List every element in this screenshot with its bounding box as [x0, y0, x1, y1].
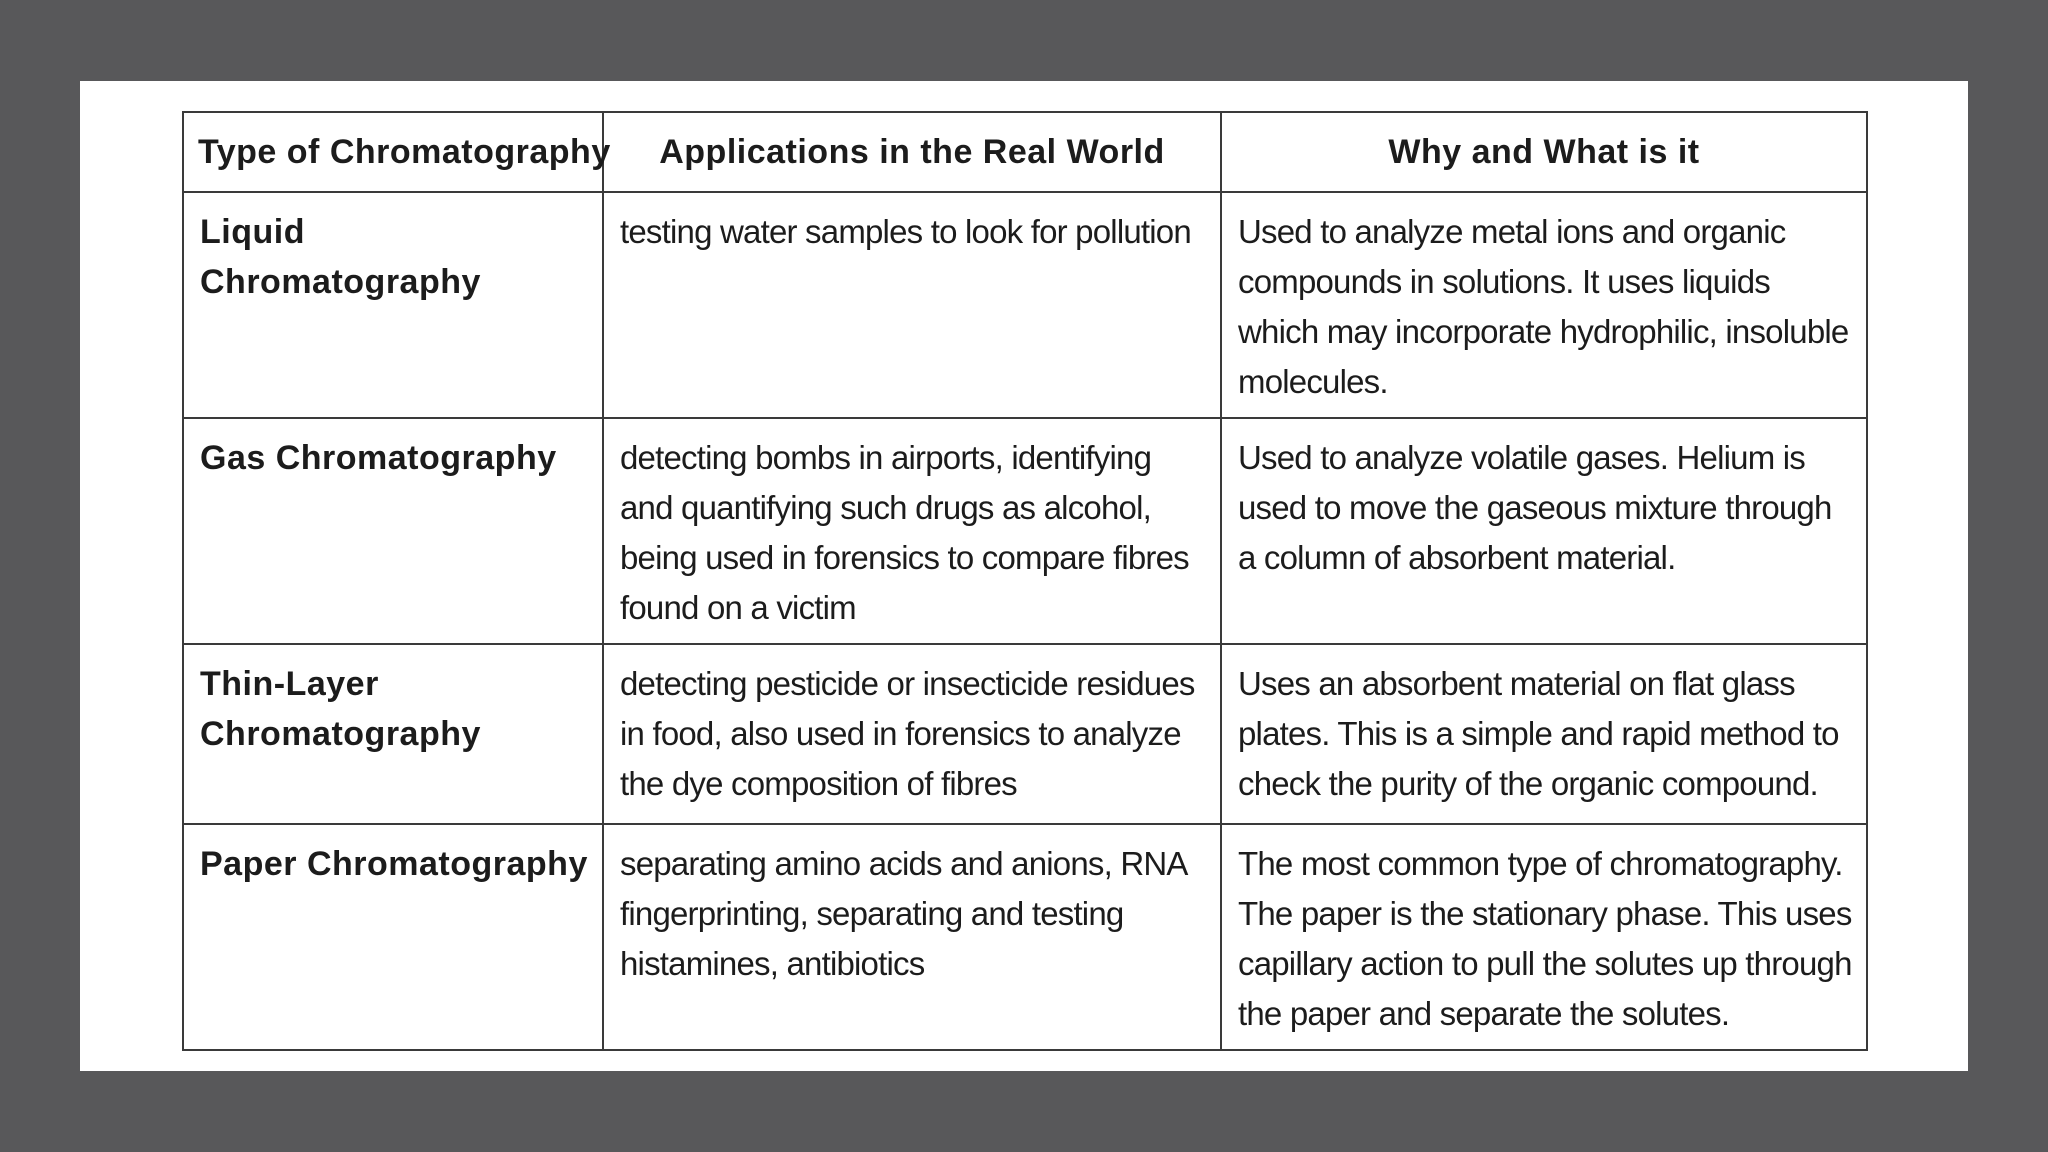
- table-header-row: [183, 112, 1867, 192]
- applications-cell: testing water samples to look for pollution: [603, 192, 1221, 418]
- header-description: Why and What is it: [1221, 112, 1867, 192]
- description-cell: Used to analyze metal ions and organic compounds in solutions. It uses liquids which may incorporate hydrophilic, insoluble molecules.: [1221, 192, 1867, 418]
- applications-cell: detecting pesticide or insecticide residues in food, also used in forensics to analyze the dye composition of fibres: [603, 644, 1221, 824]
- table-row: [183, 824, 1867, 1050]
- table-row: [183, 418, 1867, 644]
- chromatography-table: [182, 111, 1868, 1051]
- header-type: Type of Chromatography: [183, 112, 603, 192]
- table-row: [183, 644, 1867, 824]
- type-cell: Gas Chromatography: [183, 418, 603, 644]
- description-cell: Used to analyze volatile gases. Helium is used to move the gaseous mixture through a column of absorbent material.: [1221, 418, 1867, 644]
- description-cell: The most common type of chromatography. The paper is the stationary phase. This uses capillary action to pull the solutes up through the paper and separate the solutes.: [1221, 824, 1867, 1050]
- table-row: [183, 192, 1867, 418]
- document-page: [80, 81, 1968, 1071]
- description-cell: Uses an absorbent material on flat glass plates. This is a simple and rapid method to check the purity of the organic compound.: [1221, 644, 1867, 824]
- header-applications: Applications in the Real World: [603, 112, 1221, 192]
- applications-cell: separating amino acids and anions, RNA fingerprinting, separating and testing histamines, antibiotics: [603, 824, 1221, 1050]
- applications-cell: detecting bombs in airports, identifying and quantifying such drugs as alcohol, being used in forensics to compare fibres found on a victim: [603, 418, 1221, 644]
- type-cell: Liquid Chromatography: [183, 192, 603, 418]
- type-cell: Paper Chromatography: [183, 824, 603, 1050]
- type-cell: Thin-Layer Chromatography: [183, 644, 603, 824]
